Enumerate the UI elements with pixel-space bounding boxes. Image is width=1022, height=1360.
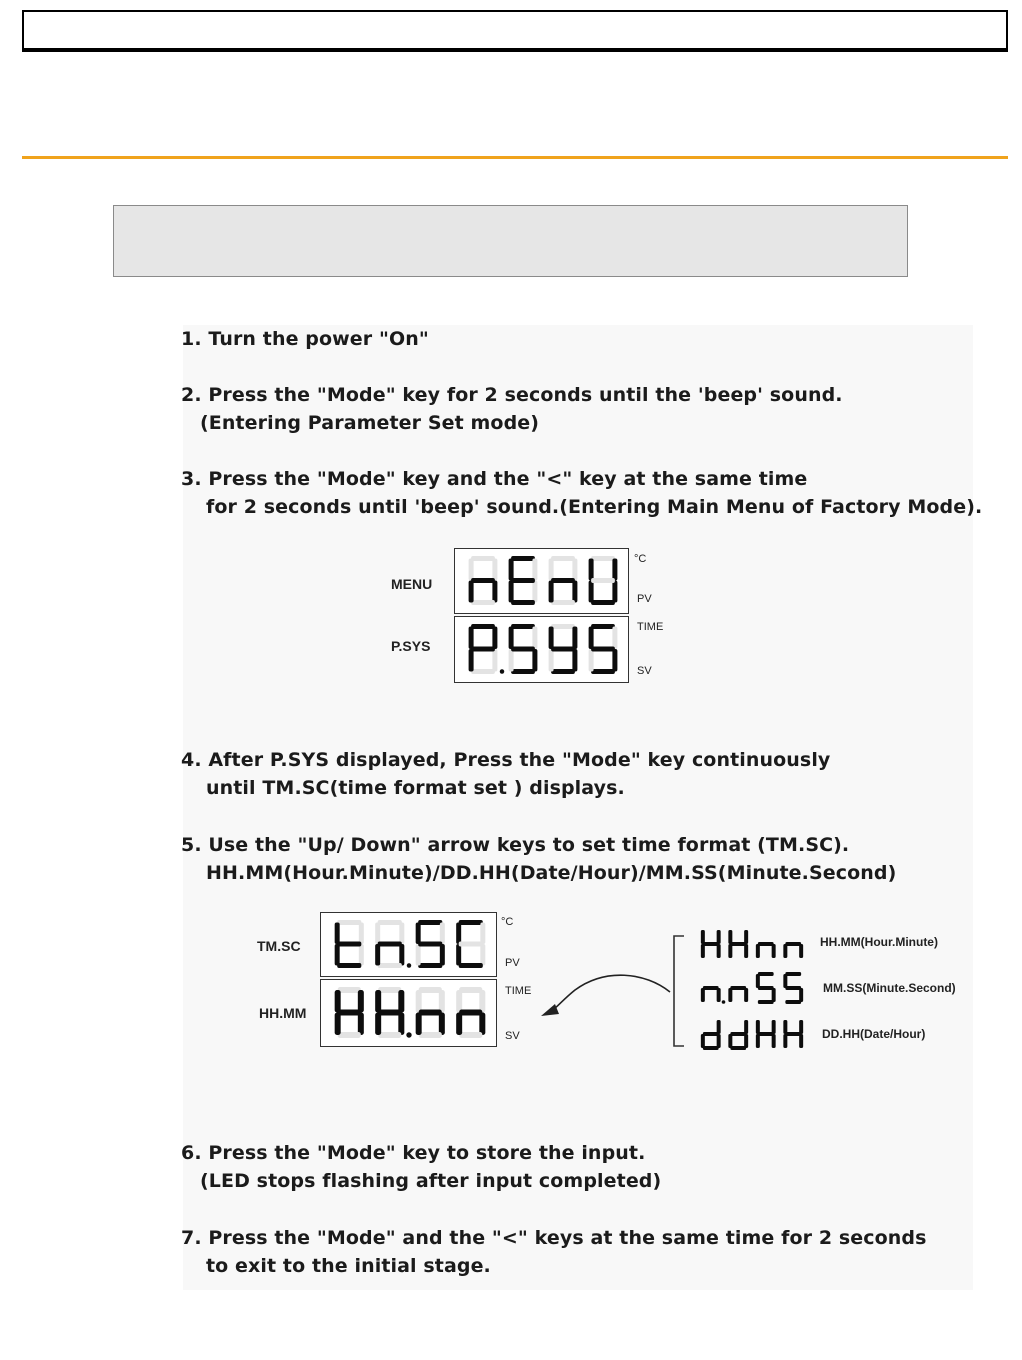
segment-g-lit [785,942,801,946]
segment-a-off [419,987,442,993]
segment-c-off [492,649,497,672]
segment-c-lit [398,1013,404,1036]
segment-f-off [416,990,422,1013]
segment-c-lit [744,1034,748,1048]
segment-g-lit [758,986,774,990]
step-4-line-1: 4. After P.SYS displayed, Press the "Mode" key continuously [181,749,831,771]
segment-g-lit [338,1010,361,1016]
segment-f-lit [335,923,340,945]
segment-a-off [591,556,615,561]
display1-time-indicator: TIME [637,621,664,633]
segment-c-lit [440,944,445,966]
segment-g-lit [785,986,801,990]
segment-d-off [459,1032,482,1038]
segment-g-lit [471,578,495,583]
options-bracket [670,934,690,1050]
segment-c-lit [717,988,721,1002]
segment-g-lit [511,578,535,583]
segment-d-lit [785,1000,801,1004]
segment-d-lit [703,1046,719,1050]
segment-d-lit [591,669,615,674]
step-1-text: 1. Turn the power "On" [181,328,429,350]
segment-b-off [480,923,485,945]
segment-d-off [551,600,575,605]
segment-e-lit [375,1013,381,1036]
display2-pv-indicator: PV [505,957,520,969]
segment-b-off [479,990,485,1013]
segment-g-lit [730,1032,746,1036]
segment-g-lit [758,1032,774,1036]
segment-g-lit [730,986,746,990]
segment-b-off [359,923,364,945]
segment-d-lit [730,1046,746,1050]
segment-e-lit [701,944,705,958]
segment-c-off [480,944,485,966]
step-4-line-2: until TM.SC(time format set ) displays. [206,777,625,799]
step-3-line-1: 3. Press the "Mode" key and the "<" key at the same time [181,468,808,490]
segment-f-lit [509,627,514,650]
segment-g-lit [419,1010,442,1016]
segment-g-lit [418,942,442,947]
segment-b-off [572,559,577,581]
segment-a-off [471,556,495,561]
segment-f-off [456,990,462,1013]
segment-f-lit [701,930,705,944]
segment-c-lit [439,1013,445,1036]
segment-g-lit [703,986,719,990]
segment-a-off [337,920,361,925]
segment-f-lit [509,559,514,581]
segment-d-off [471,669,495,674]
segment-c-off [532,581,537,603]
segment-f-lit [756,1020,760,1034]
segment-e-lit [335,944,340,966]
segment-c-lit [492,581,497,603]
segment-c-lit [744,988,748,1002]
segment-e-lit [728,1034,732,1048]
segment-g-lit [378,1010,401,1016]
segment-b-lit [358,990,364,1013]
segment-g-lit [459,1010,482,1016]
segment-b-off [399,923,404,945]
segment-a-lit [459,920,483,925]
segment-b-lit [717,930,721,944]
segment-d-lit [459,963,483,968]
option-mmss-label: MM.SS(Minute.Second) [823,981,956,995]
segment-d-off [378,1032,401,1038]
segment-f-lit [456,923,461,945]
display2-bottom-lcd [320,979,497,1047]
step-7-line-2: to exit to the initial stage. [206,1255,491,1277]
display1-top-lcd [454,548,629,614]
segment-c-lit [399,944,404,966]
segment-e-lit [783,944,787,958]
decimal-point [500,669,505,674]
segment-a-lit [758,972,774,976]
segment-d-lit [511,669,535,674]
segment-e-lit [783,1034,787,1048]
segment-g-lit [471,647,495,652]
segment-a-lit [471,624,495,629]
segment-e-lit [728,944,732,958]
segment-c-lit [772,988,776,1002]
segment-d-off [471,600,495,605]
segment-b-off [440,923,445,945]
option-mmss-digits [695,970,809,1006]
display2-celsius-indicator: °C [501,916,514,928]
segment-e-off [589,649,594,672]
segment-a-off [551,556,575,561]
step-3-line-2: for 2 seconds until 'beep' sound.(Entering Main Menu of Factory Mode). [206,496,983,518]
display2-sv-indicator: SV [505,1030,520,1042]
segment-e-lit [416,1013,422,1036]
step-2 [181,381,843,437]
display1-bottom-label: P.SYS [391,638,431,654]
option-ddhh-label: DD.HH(Date/Hour) [822,1027,926,1041]
step-6 [181,1139,661,1195]
segment-f-lit [783,974,787,988]
segment-b-off [612,627,617,650]
segment-g-lit [511,647,535,652]
segment-e-lit [701,1034,705,1048]
segment-f-lit [335,990,341,1013]
segment-c-lit [479,1013,485,1036]
step-1 [181,325,429,353]
segment-f-lit [728,930,732,944]
segment-g-lit [378,942,402,947]
segment-g-lit [730,942,746,946]
segment-b-lit [492,627,497,650]
step-5-line-2: HH.MM(Hour.Minute)/DD.HH(Date/Hour)/MM.SS(Minute.Second) [206,862,897,884]
section-divider [22,156,1008,159]
segment-e-lit [589,581,594,603]
segment-b-lit [717,1020,721,1034]
segment-b-off [439,990,445,1013]
segment-d-lit [418,963,442,968]
segment-g-lit [703,1032,719,1036]
display1-bottom-lcd [454,616,629,683]
segment-d-lit [758,1000,774,1004]
segment-a-off [378,987,401,993]
step-7-line-1: 7. Press the "Mode" and the "<" keys at the same time for 2 seconds [181,1227,927,1249]
segment-f-lit [469,627,474,650]
segment-c-lit [717,944,721,958]
segment-g-off [591,578,615,583]
segment-e-lit [335,1013,341,1036]
segment-f-lit [375,990,381,1013]
display1-bottom-digits [455,617,627,681]
option-hhmm-digits [695,926,809,962]
segment-c-lit [612,581,617,603]
display1-sv-indicator: SV [637,665,652,677]
decimal-point [722,1000,726,1004]
page-header-box [22,10,1008,52]
segment-b-lit [744,1020,748,1034]
segment-c-off [359,944,364,966]
step-6-line-2: (LED stops flashing after input completed) [200,1170,662,1192]
segment-g-lit [785,1032,801,1036]
segment-e-lit [756,944,760,958]
decimal-point [406,1032,411,1037]
segment-a-lit [785,972,801,976]
step-5-line-1: 5. Use the "Up/ Down" arrow keys to set time format (TM.SC). [181,834,850,856]
segment-d-off [419,1032,442,1038]
segment-b-lit [799,1020,803,1034]
selection-arrow-icon [535,970,675,1025]
step-4 [181,746,830,802]
display1-top-label: MENU [391,576,433,592]
segment-c-lit [744,944,748,958]
segment-f-lit [589,627,594,650]
display2-bottom-digits [321,980,495,1045]
segment-e-lit [509,581,514,603]
segment-e-lit [469,649,474,672]
segment-d-lit [337,963,361,968]
decimal-point [407,963,412,968]
segment-c-lit [532,649,537,672]
segment-a-lit [418,920,442,925]
segment-c-lit [772,944,776,958]
display2-top-lcd [320,912,497,977]
segment-g-lit [758,942,774,946]
segment-a-off [459,987,482,993]
segment-b-off [532,627,537,650]
segment-b-off [532,559,537,581]
segment-a-lit [591,624,615,629]
segment-e-lit [469,581,474,603]
segment-f-off [375,923,380,945]
segment-d-off [378,963,402,968]
display1-top-digits [455,549,627,612]
segment-b-lit [572,627,577,650]
segment-f-lit [549,627,554,650]
segment-d-off [338,1032,361,1038]
segment-e-lit [701,988,705,1002]
segment-d-lit [591,600,615,605]
segment-e-off [509,649,514,672]
segment-d-lit [551,669,575,674]
option-ddhh-digits [695,1016,809,1052]
segment-b-lit [772,1020,776,1034]
segment-e-lit [756,1034,760,1048]
display2-top-label: TM.SC [257,938,301,954]
segment-e-lit [728,988,732,1002]
segment-f-lit [416,923,421,945]
display2-bottom-label: HH.MM [259,1005,307,1021]
segment-f-lit [783,1020,787,1034]
segment-e-off [549,649,554,672]
segment-f-lit [756,974,760,988]
segment-g-lit [337,942,361,947]
section-title-box [113,205,908,277]
segment-b-lit [398,990,404,1013]
step-2-line-2: (Entering Parameter Set mode) [200,412,540,434]
segment-c-lit [717,1034,721,1048]
segment-c-lit [572,581,577,603]
segment-g-lit [551,578,575,583]
segment-c-lit [799,1034,803,1048]
segment-g-off [459,942,483,947]
segment-c-lit [799,944,803,958]
segment-c-lit [572,649,577,672]
segment-g-lit [551,647,575,652]
display1-pv-indicator: PV [637,593,652,605]
segment-g-lit [591,647,615,652]
segment-f-off [549,559,554,581]
step-5 [181,831,896,887]
segment-b-lit [744,930,748,944]
display2-top-digits [321,913,495,975]
segment-a-off [338,987,361,993]
display2-time-indicator: TIME [505,985,532,997]
segment-f-lit [589,559,594,581]
segment-d-lit [511,600,535,605]
segment-f-off [469,559,474,581]
segment-e-off [416,944,421,966]
segment-c-lit [772,1034,776,1048]
segment-c-lit [799,988,803,1002]
step-7 [181,1224,927,1280]
segment-c-lit [612,649,617,672]
segment-e-lit [375,944,380,966]
step-6-line-1: 6. Press the "Mode" key to store the input. [181,1142,646,1164]
segment-b-off [492,559,497,581]
segment-e-lit [549,581,554,603]
option-hhmm-label: HH.MM(Hour.Minute) [820,935,938,949]
step-2-line-1: 2. Press the "Mode" key for 2 seconds until the 'beep' sound. [181,384,843,406]
segment-a-lit [511,624,535,629]
segment-a-off [551,624,575,629]
step-3 [181,465,982,521]
segment-a-off [378,920,402,925]
segment-a-lit [511,556,535,561]
display1-celsius-indicator: °C [634,553,647,565]
segment-e-lit [456,1013,462,1036]
segment-g-lit [703,942,719,946]
segment-b-lit [612,559,617,581]
segment-e-lit [456,944,461,966]
segment-c-lit [358,1013,364,1036]
